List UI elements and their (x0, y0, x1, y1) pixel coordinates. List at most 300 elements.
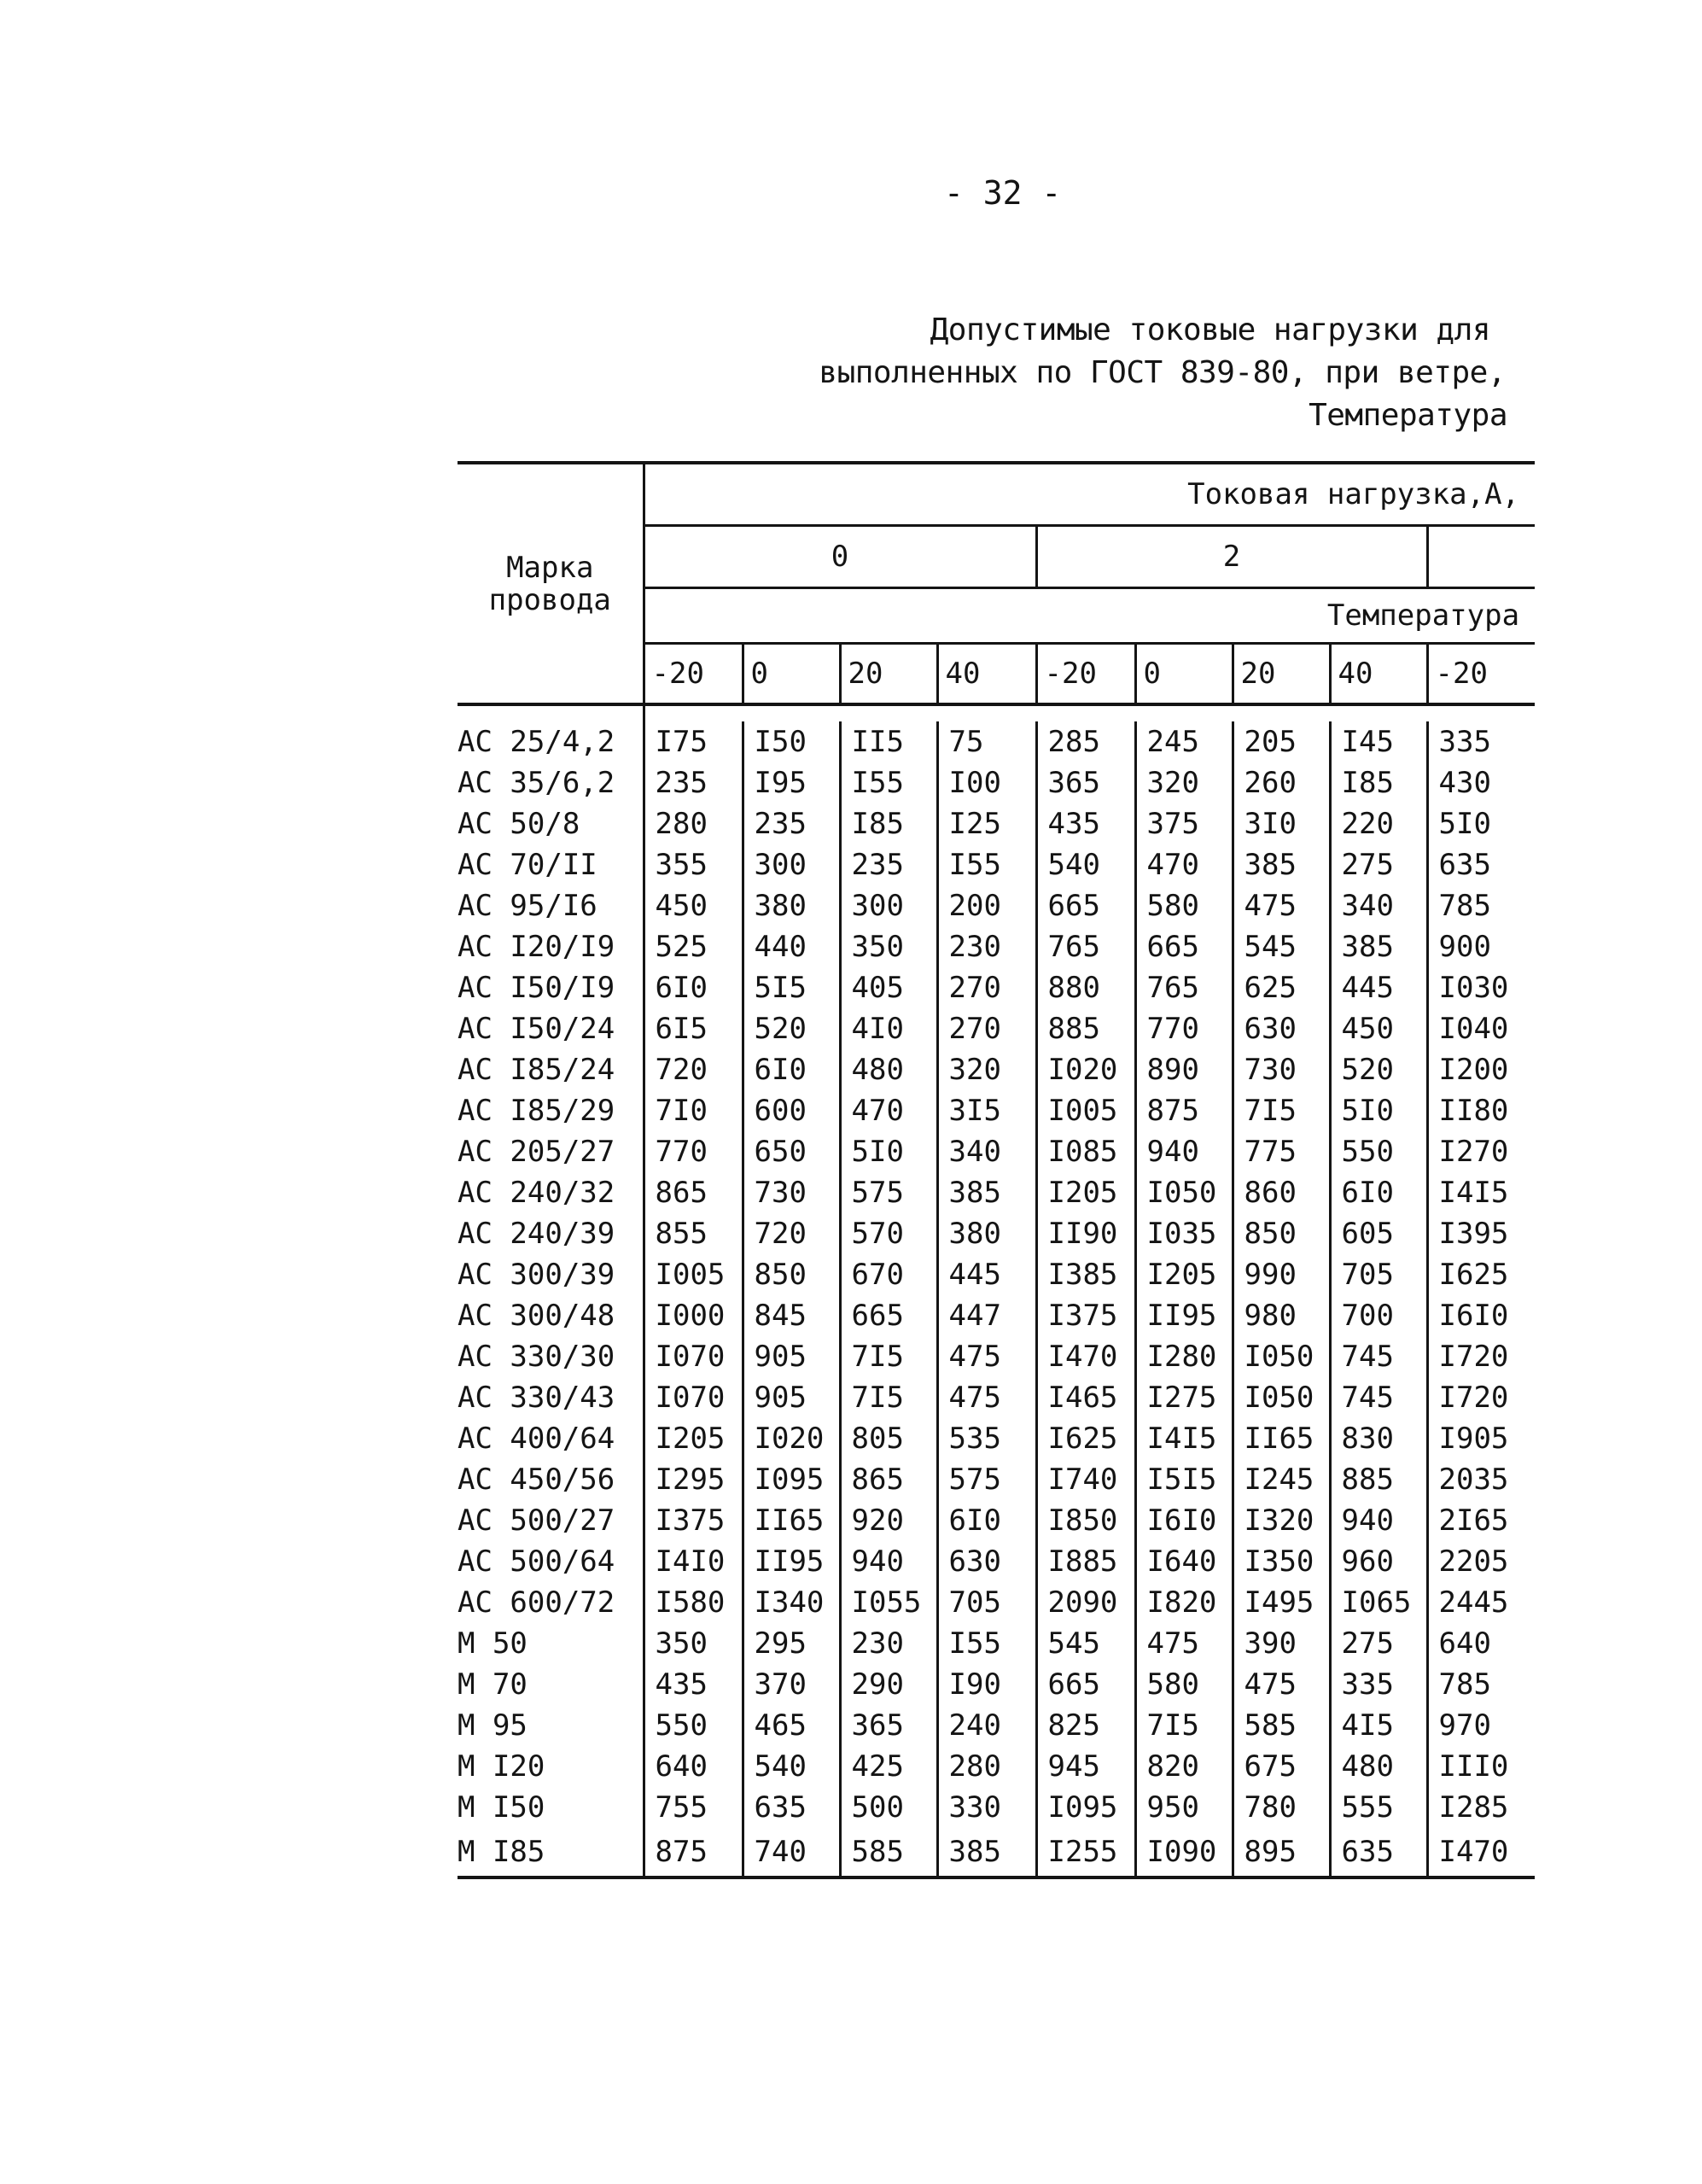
wire-mark-cell: АС 205/27 (458, 1135, 615, 1169)
load-value-cell: 605 (1330, 1213, 1427, 1254)
load-value-cell: I820 (1135, 1582, 1233, 1623)
load-value-cell: I25 (937, 803, 1036, 844)
load-value-cell: I085 (1036, 1131, 1135, 1172)
table-row (458, 1213, 1535, 1254)
load-value-cell: I45 (1330, 721, 1427, 762)
load-value-cell: I470 (1427, 1828, 1535, 1877)
load-value-cell: 980 (1233, 1295, 1330, 1336)
table-row (458, 1418, 1535, 1459)
current-load-header: Токовая нагрузка,А, (644, 463, 1535, 526)
load-value-cell: 3I0 (1233, 803, 1330, 844)
table-row (458, 1131, 1535, 1172)
load-value-cell: 705 (1330, 1254, 1427, 1295)
table-row (458, 1828, 1535, 1877)
table-row (458, 1336, 1535, 1377)
load-value-cell: 895 (1233, 1828, 1330, 1877)
load-value-cell: 585 (1233, 1705, 1330, 1746)
load-value-cell: 475 (1233, 885, 1330, 926)
table-row (458, 1172, 1535, 1213)
load-value-cell: 380 (937, 1213, 1036, 1254)
load-value-cell: 600 (743, 1090, 840, 1131)
load-value-cell: 365 (1036, 762, 1135, 803)
load-value-cell: 4I0 (840, 1008, 937, 1049)
load-value-cell: I040 (1427, 1008, 1535, 1049)
table-row (458, 1008, 1535, 1049)
current-load-table (458, 461, 1535, 1879)
wire-mark-cell: АС I50/24 (458, 1012, 615, 1046)
wire-mark-cell: М I20 (458, 1749, 545, 1784)
load-value-cell: 850 (743, 1254, 840, 1295)
load-value-cell: II65 (743, 1500, 840, 1541)
load-value-cell: I470 (1036, 1336, 1135, 1377)
load-value-cell: 545 (1036, 1623, 1135, 1664)
load-value-cell: 635 (743, 1787, 840, 1828)
table-row (458, 1377, 1535, 1418)
load-value-cell: 960 (1330, 1541, 1427, 1582)
wire-mark-cell: АС 25/4,2 (458, 725, 615, 759)
load-value-cell: I050 (1233, 1377, 1330, 1418)
load-value-cell: 6I0 (644, 967, 743, 1008)
load-value-cell: 450 (644, 885, 743, 926)
load-value-cell: I4I0 (644, 1541, 743, 1582)
temperature-column-header: 0 (743, 644, 840, 705)
load-value-cell: 575 (937, 1459, 1036, 1500)
load-value-cell: 430 (1427, 762, 1535, 803)
load-value-cell: I280 (1135, 1336, 1233, 1377)
load-value-cell: 740 (743, 1828, 840, 1877)
load-value-cell: III0 (1427, 1746, 1535, 1787)
wire-mark-cell: АС I50/I9 (458, 971, 615, 1005)
table-header (458, 463, 1535, 704)
load-value-cell: 500 (840, 1787, 937, 1828)
load-value-cell: 230 (840, 1623, 937, 1664)
load-value-cell: I205 (644, 1418, 743, 1459)
load-value-cell: 630 (1233, 1008, 1330, 1049)
table-row (458, 844, 1535, 885)
load-value-cell: I350 (1233, 1541, 1330, 1582)
wire-mark-cell: АС 300/48 (458, 1299, 615, 1333)
load-value-cell: I205 (1135, 1254, 1233, 1295)
load-value-cell: 445 (1330, 967, 1427, 1008)
load-value-cell: 880 (1036, 967, 1135, 1008)
load-value-cell: 650 (743, 1131, 840, 1172)
load-value-cell: I6I0 (1427, 1295, 1535, 1336)
load-value-cell: 280 (644, 803, 743, 844)
load-value-cell: 545 (1233, 926, 1330, 967)
load-value-cell: 405 (840, 967, 937, 1008)
load-value-cell: 575 (840, 1172, 937, 1213)
load-value-cell: 580 (1135, 1664, 1233, 1705)
temperature-column-header: 0 (1135, 644, 1233, 705)
load-value-cell: 905 (743, 1336, 840, 1377)
wire-mark-cell: АС 35/6,2 (458, 766, 615, 800)
load-value-cell: 875 (644, 1828, 743, 1877)
table-row (458, 967, 1535, 1008)
load-value-cell: 865 (644, 1172, 743, 1213)
load-value-cell: I065 (1330, 1582, 1427, 1623)
wire-mark-cell: АС I85/24 (458, 1053, 615, 1087)
load-value-cell: I640 (1135, 1541, 1233, 1582)
load-value-cell: 825 (1036, 1705, 1135, 1746)
load-value-cell: 475 (1233, 1664, 1330, 1705)
load-value-cell: 290 (840, 1664, 937, 1705)
load-value-cell: 945 (1036, 1746, 1135, 1787)
load-value-cell: I55 (840, 762, 937, 803)
table-row (458, 885, 1535, 926)
load-value-cell: 350 (840, 926, 937, 967)
load-value-cell: 6I0 (1330, 1172, 1427, 1213)
load-value-cell: 300 (743, 844, 840, 885)
wind-speed-group: 2 (1036, 526, 1427, 588)
load-value-cell: 235 (743, 803, 840, 844)
wire-mark-cell: АС 500/64 (458, 1545, 615, 1579)
table-caption-line-2: выполненных по ГОСТ 839-80, при ветре, (819, 355, 1506, 390)
load-value-cell: 7I5 (1135, 1705, 1233, 1746)
load-value-cell: I885 (1036, 1541, 1135, 1582)
load-value-cell: I495 (1233, 1582, 1330, 1623)
load-value-cell: 775 (1233, 1131, 1330, 1172)
load-value-cell: 447 (937, 1295, 1036, 1336)
temperature-column-header: -20 (1036, 644, 1135, 705)
wire-mark-cell: АС 95/I6 (458, 889, 597, 923)
load-value-cell: 6I0 (743, 1049, 840, 1090)
load-value-cell: I625 (1427, 1254, 1535, 1295)
load-value-cell: 885 (1036, 1008, 1135, 1049)
table-row (458, 762, 1535, 803)
table-row (458, 721, 1535, 762)
load-value-cell: 7I5 (840, 1377, 937, 1418)
load-value-cell: 785 (1427, 885, 1535, 926)
load-value-cell: I580 (644, 1582, 743, 1623)
load-value-cell: 5I5 (743, 967, 840, 1008)
load-value-cell: 4I5 (1330, 1705, 1427, 1746)
load-value-cell: 435 (644, 1664, 743, 1705)
load-value-cell: 570 (840, 1213, 937, 1254)
table-row (458, 1090, 1535, 1131)
load-value-cell: I625 (1036, 1418, 1135, 1459)
wire-mark-cell: АС I85/29 (458, 1094, 615, 1128)
table-row (458, 1459, 1535, 1500)
temperature-column-header: 40 (1330, 644, 1427, 705)
load-value-cell: 770 (644, 1131, 743, 1172)
wire-mark-cell: М 70 (458, 1667, 528, 1702)
load-value-cell: 765 (1036, 926, 1135, 967)
load-value-cell: 270 (937, 1008, 1036, 1049)
load-value-cell: 520 (1330, 1049, 1427, 1090)
load-value-cell: 220 (1330, 803, 1427, 844)
load-value-cell: I720 (1427, 1377, 1535, 1418)
load-value-cell: I5I5 (1135, 1459, 1233, 1500)
load-value-cell: 780 (1233, 1787, 1330, 1828)
load-value-cell: 555 (1330, 1787, 1427, 1828)
temperature-column-header: 20 (840, 644, 937, 705)
load-value-cell: II95 (743, 1541, 840, 1582)
load-value-cell: I375 (1036, 1295, 1135, 1336)
temperature-column-header: -20 (1427, 644, 1535, 705)
load-value-cell: 385 (1233, 844, 1330, 885)
load-value-cell: I050 (1233, 1336, 1330, 1377)
load-value-cell: 745 (1330, 1377, 1427, 1418)
load-value-cell: 450 (1330, 1008, 1427, 1049)
page-number: - 32 - (944, 174, 1062, 212)
table-caption-line-3: Температура (1309, 398, 1507, 433)
table-row (458, 1623, 1535, 1664)
load-value-cell: 385 (1330, 926, 1427, 967)
load-value-cell: 700 (1330, 1295, 1427, 1336)
table-row (458, 1664, 1535, 1705)
load-value-cell: 2035 (1427, 1459, 1535, 1500)
load-value-cell: 320 (937, 1049, 1036, 1090)
table-row (458, 803, 1535, 844)
load-value-cell: 320 (1135, 762, 1233, 803)
load-value-cell: 355 (644, 844, 743, 885)
temperature-header: Температура (644, 588, 1535, 644)
load-value-cell: 270 (937, 967, 1036, 1008)
load-value-cell: I340 (743, 1582, 840, 1623)
wire-mark-cell: АС 300/39 (458, 1258, 615, 1292)
load-value-cell: 300 (840, 885, 937, 926)
load-value-cell: 330 (937, 1787, 1036, 1828)
load-value-cell: I95 (743, 762, 840, 803)
load-value-cell: I465 (1036, 1377, 1135, 1418)
load-value-cell: I00 (937, 762, 1036, 803)
table-row (458, 926, 1535, 967)
wire-mark-cell: М 95 (458, 1708, 528, 1743)
wire-mark-cell: АС 400/64 (458, 1422, 615, 1456)
load-value-cell: 805 (840, 1418, 937, 1459)
load-value-cell: I385 (1036, 1254, 1135, 1295)
load-value-cell: 235 (644, 762, 743, 803)
load-value-cell: 640 (644, 1746, 743, 1787)
load-value-cell: 475 (1135, 1623, 1233, 1664)
load-value-cell: I200 (1427, 1049, 1535, 1090)
load-value-cell: 950 (1135, 1787, 1233, 1828)
load-value-cell: 205 (1233, 721, 1330, 762)
load-value-cell: I255 (1036, 1828, 1135, 1877)
table-row (458, 1049, 1535, 1090)
load-value-cell: 260 (1233, 762, 1330, 803)
load-value-cell: 425 (840, 1746, 937, 1787)
load-value-cell: 2090 (1036, 1582, 1135, 1623)
wind-speed-group: 0 (644, 526, 1036, 588)
load-value-cell: 550 (644, 1705, 743, 1746)
wire-mark-cell: АС 330/43 (458, 1381, 615, 1415)
load-value-cell: I720 (1427, 1336, 1535, 1377)
load-value-cell: 5I0 (1427, 803, 1535, 844)
load-value-cell: 665 (1036, 1664, 1135, 1705)
load-value-cell: 540 (743, 1746, 840, 1787)
load-value-cell: 445 (937, 1254, 1036, 1295)
load-value-cell: I295 (644, 1459, 743, 1500)
load-value-cell: 745 (1330, 1336, 1427, 1377)
load-value-cell: I905 (1427, 1418, 1535, 1459)
load-value-cell: 75 (937, 721, 1036, 762)
load-value-cell: 2445 (1427, 1582, 1535, 1623)
load-value-cell: II5 (840, 721, 937, 762)
load-value-cell: 440 (743, 926, 840, 967)
load-value-cell: 665 (1036, 885, 1135, 926)
load-value-cell: 940 (840, 1541, 937, 1582)
wire-mark-cell: АС 50/8 (458, 807, 580, 841)
load-value-cell: 830 (1330, 1418, 1427, 1459)
load-value-cell: 785 (1427, 1664, 1535, 1705)
load-value-cell: 465 (743, 1705, 840, 1746)
wire-mark-cell: АС I20/I9 (458, 930, 615, 964)
load-value-cell: I90 (937, 1664, 1036, 1705)
table-row (458, 1705, 1535, 1746)
load-value-cell: 855 (644, 1213, 743, 1254)
load-value-cell: 275 (1330, 844, 1427, 885)
table-row (458, 1582, 1535, 1623)
load-value-cell: I030 (1427, 967, 1535, 1008)
load-value-cell: I320 (1233, 1500, 1330, 1541)
load-value-cell: 340 (937, 1131, 1036, 1172)
load-value-cell: I205 (1036, 1172, 1135, 1213)
load-value-cell: 850 (1233, 1213, 1330, 1254)
load-value-cell: I070 (644, 1336, 743, 1377)
load-value-cell: 7I0 (644, 1090, 743, 1131)
load-value-cell: 7I5 (840, 1336, 937, 1377)
load-value-cell: 625 (1233, 967, 1330, 1008)
load-value-cell: 705 (937, 1582, 1036, 1623)
table-row (458, 1254, 1535, 1295)
load-value-cell: I035 (1135, 1213, 1233, 1254)
load-value-cell: 675 (1233, 1746, 1330, 1787)
load-value-cell: 370 (743, 1664, 840, 1705)
load-value-cell: 380 (743, 885, 840, 926)
load-value-cell: 940 (1330, 1500, 1427, 1541)
wire-mark-cell: М I50 (458, 1790, 545, 1825)
load-value-cell: I395 (1427, 1213, 1535, 1254)
load-value-cell: I095 (743, 1459, 840, 1500)
load-value-cell: I245 (1233, 1459, 1330, 1500)
table-row (458, 1295, 1535, 1336)
load-value-cell: 665 (1135, 926, 1233, 967)
wire-mark-cell: М 50 (458, 1626, 528, 1661)
load-value-cell: 755 (644, 1787, 743, 1828)
load-value-cell: 885 (1330, 1459, 1427, 1500)
load-value-cell: 470 (840, 1090, 937, 1131)
load-value-cell: I055 (840, 1582, 937, 1623)
load-value-cell: I4I5 (1427, 1172, 1535, 1213)
load-value-cell: 860 (1233, 1172, 1330, 1213)
load-value-cell: I270 (1427, 1131, 1535, 1172)
wire-mark-cell: АС 70/II (458, 848, 597, 882)
load-value-cell: I4I5 (1135, 1418, 1233, 1459)
load-value-cell: 390 (1233, 1623, 1330, 1664)
load-value-cell: I090 (1135, 1828, 1233, 1877)
load-value-cell: 635 (1427, 844, 1535, 885)
load-value-cell: I85 (1330, 762, 1427, 803)
load-value-cell: 970 (1427, 1705, 1535, 1746)
load-value-cell: 520 (743, 1008, 840, 1049)
load-value-cell: 365 (840, 1705, 937, 1746)
load-value-cell: I55 (937, 1623, 1036, 1664)
load-value-cell: 385 (937, 1828, 1036, 1877)
load-value-cell: 2I65 (1427, 1500, 1535, 1541)
load-value-cell: 6I0 (937, 1500, 1036, 1541)
load-value-cell: II95 (1135, 1295, 1233, 1336)
load-value-cell: 385 (937, 1172, 1036, 1213)
load-value-cell: 900 (1427, 926, 1535, 967)
load-value-cell: 940 (1135, 1131, 1233, 1172)
load-value-cell: I285 (1427, 1787, 1535, 1828)
temperature-column-header: -20 (644, 644, 743, 705)
load-value-cell: 920 (840, 1500, 937, 1541)
load-value-cell: II90 (1036, 1213, 1135, 1254)
load-value-cell: 3I5 (937, 1090, 1036, 1131)
load-value-cell: 990 (1233, 1254, 1330, 1295)
load-value-cell: 7I5 (1233, 1090, 1330, 1131)
load-value-cell: 640 (1427, 1623, 1535, 1664)
load-value-cell: I000 (644, 1295, 743, 1336)
wire-mark-cell: АС 600/72 (458, 1585, 615, 1620)
load-value-cell: 720 (743, 1213, 840, 1254)
wind-speed-group (1427, 526, 1535, 588)
load-value-cell: 435 (1036, 803, 1135, 844)
wire-mark-cell: АС 240/39 (458, 1217, 615, 1251)
load-value-cell: I375 (644, 1500, 743, 1541)
load-value-cell: 540 (1036, 844, 1135, 885)
load-value-cell: 845 (743, 1295, 840, 1336)
load-value-cell: 5I0 (840, 1131, 937, 1172)
load-value-cell: 375 (1135, 803, 1233, 844)
load-value-cell: II65 (1233, 1418, 1330, 1459)
load-value-cell: 335 (1330, 1664, 1427, 1705)
table-row (458, 1500, 1535, 1541)
load-value-cell: I020 (743, 1418, 840, 1459)
load-value-cell: 280 (937, 1746, 1036, 1787)
load-value-cell: 765 (1135, 967, 1233, 1008)
load-value-cell: 730 (743, 1172, 840, 1213)
load-value-cell: 550 (1330, 1131, 1427, 1172)
load-value-cell: I050 (1135, 1172, 1233, 1213)
load-value-cell: 240 (937, 1705, 1036, 1746)
load-value-cell: 875 (1135, 1090, 1233, 1131)
load-value-cell: 770 (1135, 1008, 1233, 1049)
load-value-cell: 890 (1135, 1049, 1233, 1090)
table-caption-line-1: Допустимые токовые нагрузки для (930, 312, 1490, 347)
temperature-column-header: 20 (1233, 644, 1330, 705)
load-value-cell: 5I0 (1330, 1090, 1427, 1131)
load-value-cell: 730 (1233, 1049, 1330, 1090)
load-value-cell: 535 (937, 1418, 1036, 1459)
load-value-cell: 200 (937, 885, 1036, 926)
load-value-cell: 665 (840, 1295, 937, 1336)
load-value-cell: I020 (1036, 1049, 1135, 1090)
load-value-cell: 635 (1330, 1828, 1427, 1877)
load-value-cell: 235 (840, 844, 937, 885)
table-row (458, 1541, 1535, 1582)
load-value-cell: I275 (1135, 1377, 1233, 1418)
load-value-cell: 480 (1330, 1746, 1427, 1787)
load-value-cell: 630 (937, 1541, 1036, 1582)
wire-mark-cell: АС 500/27 (458, 1504, 615, 1538)
wire-mark-cell: АС 330/30 (458, 1340, 615, 1374)
load-value-cell: 670 (840, 1254, 937, 1295)
wire-mark-cell: АС 450/56 (458, 1463, 615, 1497)
load-value-cell: 480 (840, 1049, 937, 1090)
wire-mark-cell: М I85 (458, 1828, 644, 1877)
temperature-column-header: 40 (937, 644, 1036, 705)
table-row (458, 1787, 1535, 1828)
load-value-cell: 475 (937, 1377, 1036, 1418)
load-value-cell: I850 (1036, 1500, 1135, 1541)
load-value-cell: 720 (644, 1049, 743, 1090)
load-value-cell: 230 (937, 926, 1036, 967)
load-value-cell: 295 (743, 1623, 840, 1664)
load-value-cell: I50 (743, 721, 840, 762)
